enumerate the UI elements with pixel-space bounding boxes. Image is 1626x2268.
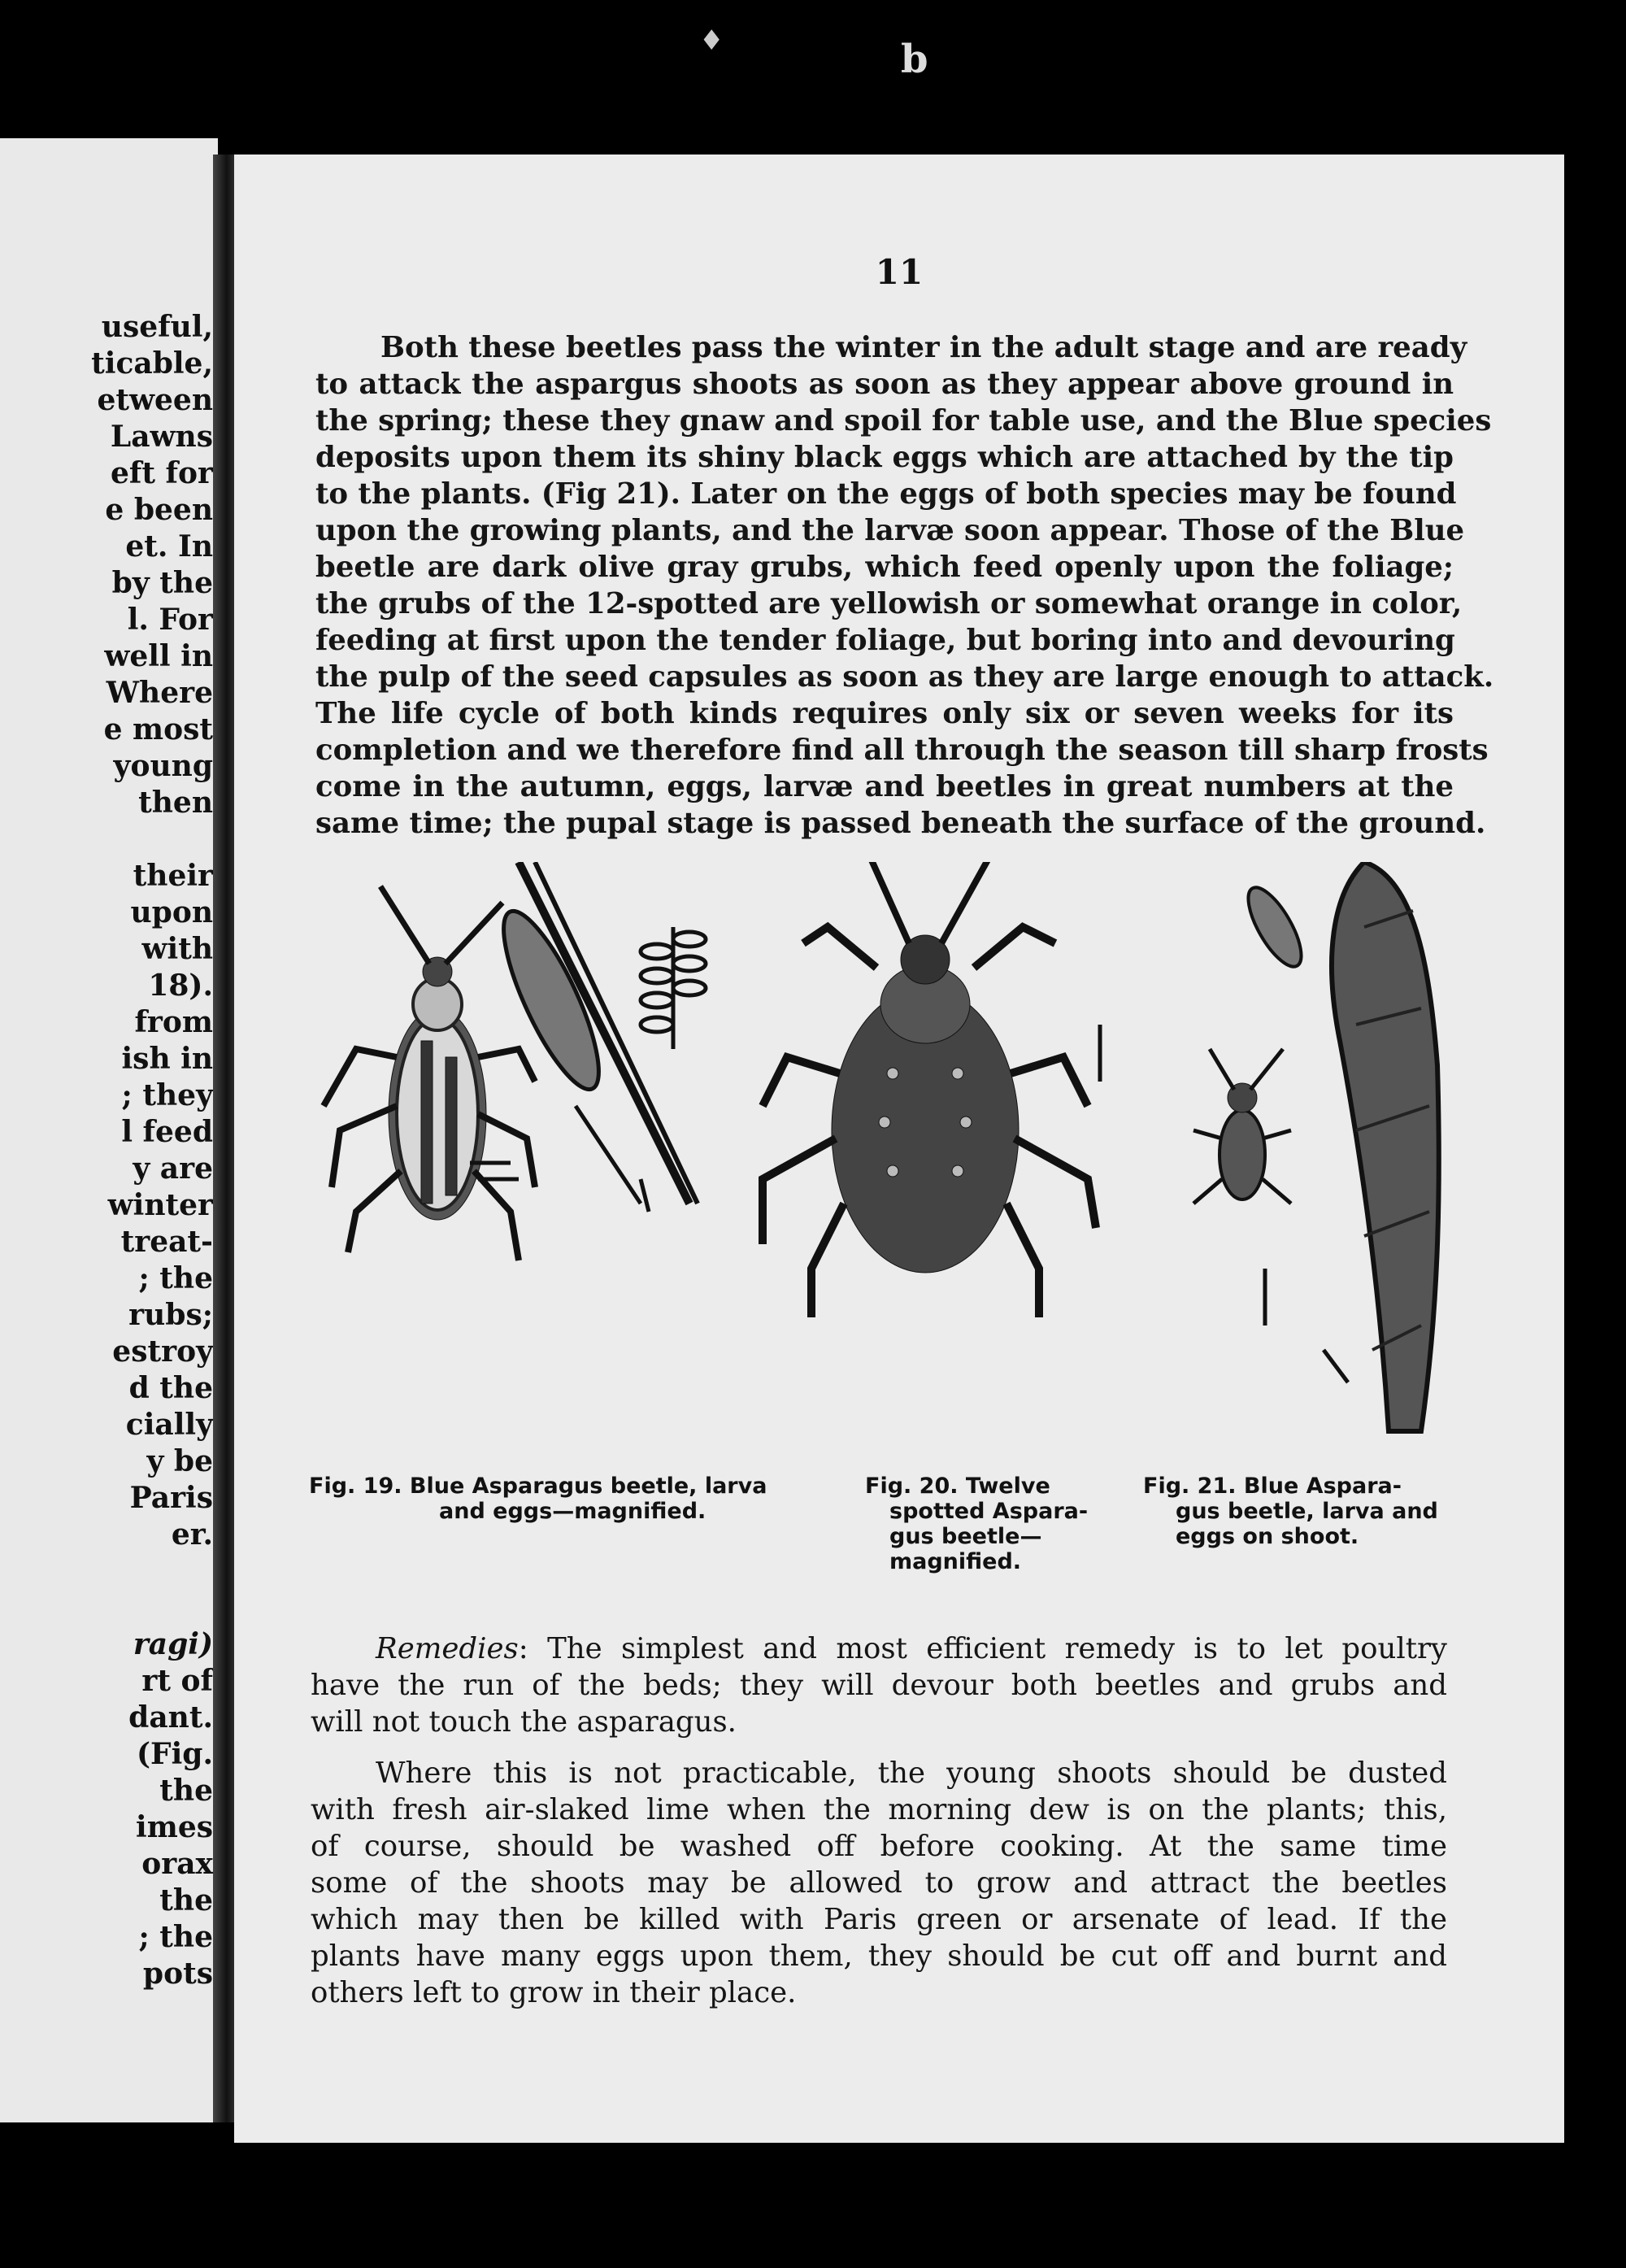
para-1-line: upon the growing plants, and the larvæ soon appear. Those of the Blue [315, 514, 1465, 547]
left-lines-line: ; the [138, 1261, 213, 1295]
book-page [234, 155, 1564, 2143]
para-1-line: the grubs of the 12-spotted are yellowish or somewhat orange in color, [315, 587, 1463, 620]
paragraph-beetles-lifecycle [315, 329, 1494, 842]
left-lines-line: Where [106, 676, 213, 710]
left-lines-line: e most [103, 712, 213, 747]
left-lines-line: e been [105, 493, 213, 527]
left-lines-line: 18). [148, 969, 213, 1003]
para-1-line: deposits upon them its shiny black eggs which are attached by the tip [315, 441, 1454, 474]
left-lines-line: from [134, 1005, 213, 1039]
left-lines-line: ragi) [133, 1627, 213, 1661]
left-lines-line: well in [104, 639, 213, 673]
caption-fig-19-line-2: and eggs—magnified. [439, 1499, 706, 1524]
twelve-spotted-beetle-illustration [763, 862, 1100, 1317]
left-lines-line: Lawns [110, 420, 213, 454]
left-lines-line: etween [97, 383, 213, 417]
left-page-text [0, 309, 213, 1992]
para-3-line: with fresh air-slaked lime when the morning dew is on the plants; this, [311, 1793, 1447, 1826]
para-3-line: Where this is not practicable, the young shoots should be dusted [376, 1757, 1447, 1790]
caption-fig-21-line-1: Fig. 21. Blue Aspara- [1143, 1474, 1402, 1499]
left-lines-line: orax [141, 1847, 213, 1881]
left-facing-page [0, 138, 218, 2122]
para-3-line: some of the shoots may be allowed to grow and attract the beetles [311, 1866, 1447, 1900]
left-lines-line [0, 1590, 213, 1626]
para-3-line: of course, should be washed off before cooking. At the same time [311, 1830, 1447, 1863]
left-lines-line: ; they [121, 1078, 213, 1112]
left-lines-line: estroy [112, 1334, 213, 1369]
para-1-line: The life cycle of both kinds requires only six or seven weeks for its [315, 697, 1454, 730]
left-lines-line: eft for [110, 456, 213, 490]
top-mark-1: ♦ [699, 24, 724, 57]
para-1-line: Both these beetles pass the winter in the adult stage and are ready [380, 331, 1467, 364]
para-1-line: to attack the aspargus shoots as soon as they appear above ground in [315, 368, 1454, 401]
remedies-line-3: will not touch the asparagus. [311, 1705, 737, 1739]
left-lines-line: y are [133, 1151, 213, 1186]
left-lines-line: the [159, 1883, 213, 1918]
left-lines-line: with [141, 932, 213, 966]
asparagus-shoot-illustration [1193, 862, 1439, 1431]
left-lines-line: ticable, [91, 346, 213, 381]
para-1-line: the spring; these they gnaw and spoil for table use, and the Blue species [315, 404, 1492, 437]
left-lines-line: rubs; [128, 1298, 213, 1332]
para-3-line: plants have many eggs upon them, they should be cut off and burnt and [311, 1939, 1447, 1973]
remedies-line-2: have the run of the beds; they will devour both beetles and grubs and [311, 1669, 1447, 1702]
left-lines-line: ish in [121, 1042, 213, 1076]
left-lines-line: winter [107, 1188, 213, 1222]
caption-fig-20-line-3: gus beetle— [889, 1524, 1042, 1549]
left-lines-line [0, 821, 213, 858]
caption-fig-19-line-1: Fig. 19. Blue Asparagus beetle, larva [309, 1474, 767, 1499]
left-lines-line: ; the [138, 1920, 213, 1954]
left-lines-line: then [138, 786, 213, 820]
left-lines-line: (Fig. [137, 1737, 213, 1771]
para-3-line: which may then be killed with Paris green or arsenate of lead. If the [311, 1903, 1447, 1936]
caption-fig-21 [1143, 1474, 1452, 1549]
para-1-line: feeding at first upon the tender foliage, but boring into and devouring [315, 624, 1455, 657]
para-1-line: to the plants. (Fig 21). Later on the eggs of both species may be found [315, 477, 1457, 511]
caption-fig-20 [865, 1474, 1109, 1574]
left-lines-line: young [113, 749, 213, 783]
figures-area [307, 862, 1494, 1464]
para-1-line: come in the autumn, eggs, larvæ and beetles in great numbers at the [315, 770, 1454, 803]
para-1-line: the pulp of the seed capsules as soon as they are large enough to attack. [315, 660, 1494, 694]
para-1-line: same time; the pupal stage is passed beneath the surface of the ground. [315, 807, 1486, 840]
remedies-label: Remedies [376, 1632, 519, 1665]
paragraph-remedies [311, 1630, 1447, 1740]
eggs-sprig-illustration [641, 927, 706, 1049]
para-1-line: completion and we therefore find all through the season till sharp frosts [315, 734, 1489, 767]
left-lines-line: by the [111, 566, 213, 600]
left-lines-line: l feed [121, 1115, 213, 1149]
left-lines-line: upon [130, 895, 213, 929]
left-lines-line: useful, [101, 310, 213, 344]
left-lines-line: er. [171, 1517, 213, 1552]
left-lines-line: rt of [141, 1664, 213, 1698]
left-lines-line: treat- [120, 1225, 213, 1259]
left-lines-line: l. For [127, 603, 213, 637]
left-lines-line: y be [146, 1444, 213, 1478]
larva-on-stem-illustration [470, 862, 698, 1212]
caption-fig-21-line-2: gus beetle, larva and [1176, 1499, 1438, 1524]
remedies-text-1: : The simplest and most efficient remedy is to let poultry [518, 1632, 1447, 1665]
left-lines-line [0, 1553, 213, 1590]
left-lines-line: cially [125, 1408, 213, 1442]
left-lines-line: et. In [125, 529, 213, 564]
beetle-illustrations [307, 862, 1494, 1464]
caption-fig-20-line-2: spotted Aspara- [889, 1499, 1089, 1524]
left-lines-line: the [159, 1774, 213, 1808]
caption-fig-20-line-4: magnified. [889, 1549, 1022, 1574]
book-gutter [213, 155, 236, 2122]
left-lines-line: their [133, 859, 213, 893]
caption-fig-19 [309, 1474, 805, 1524]
paragraph-dusting [311, 1755, 1447, 2011]
left-lines-line: pots [142, 1957, 213, 1991]
page-number: 11 [875, 252, 924, 292]
top-mark-2: b [901, 37, 928, 82]
remedies-line-1 [311, 1630, 1447, 1667]
left-lines-line: Paris [129, 1481, 213, 1515]
caption-fig-20-line-1: Fig. 20. Twelve [865, 1474, 1050, 1499]
left-lines-line: imes [136, 1810, 213, 1844]
left-lines-line: d the [128, 1371, 213, 1405]
left-lines-line: dant. [128, 1700, 213, 1735]
para-3-line: others left to grow in their place. [311, 1976, 797, 2009]
caption-fig-21-line-3: eggs on shoot. [1176, 1524, 1359, 1549]
para-1-line: beetle are dark olive gray grubs, which feed openly upon the foliage; [315, 551, 1454, 584]
